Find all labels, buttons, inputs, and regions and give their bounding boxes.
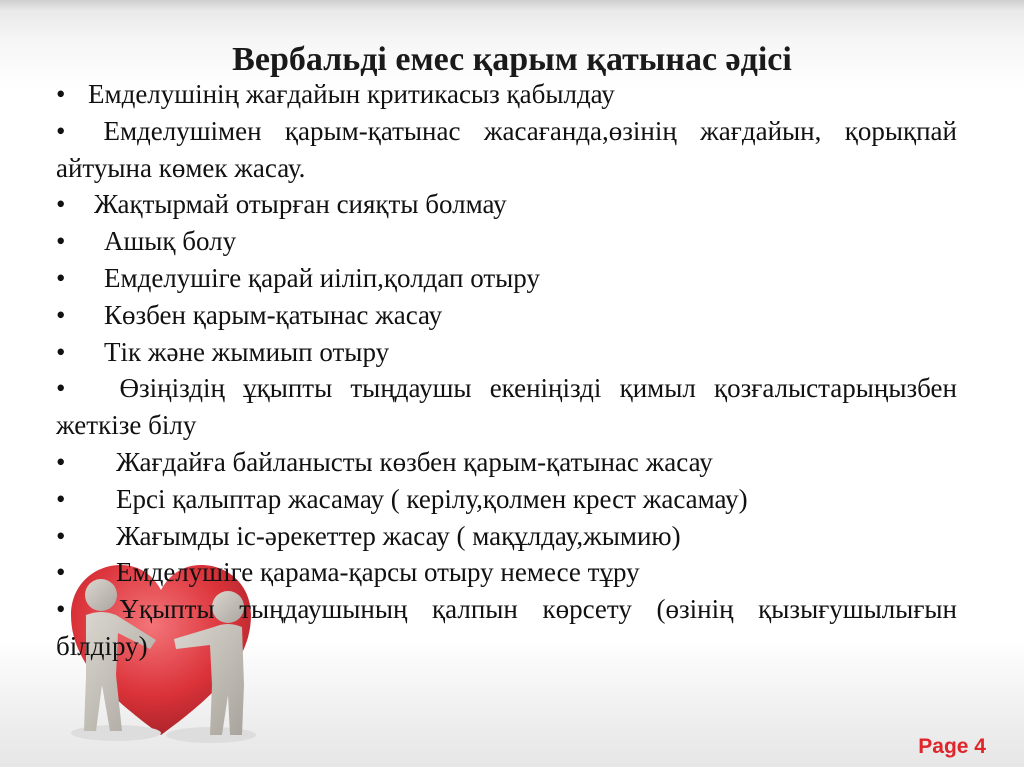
list-item-text: Жақтырмай отырған сияқты болмау (94, 189, 507, 220)
bullet-marker: • (56, 520, 66, 551)
list-item (56, 186, 957, 223)
list-item (56, 223, 957, 260)
list-item (56, 481, 957, 518)
list-item (56, 76, 957, 113)
list-item (56, 113, 957, 187)
bullet-marker: • (56, 446, 66, 477)
bullet-marker: • (56, 557, 66, 588)
bullet-marker: • (56, 79, 66, 109)
bullet-marker: • (56, 115, 66, 146)
list-item-text: Жағымды іс-әрекеттер жасау ( мақұлдау,жымию) (116, 520, 681, 551)
list-item (56, 518, 957, 555)
bullet-marker: • (56, 226, 66, 257)
page-number: Page 4 (918, 735, 986, 758)
bullet-marker: • (56, 373, 66, 404)
list-item (56, 334, 957, 371)
list-item-text: Емделушіге қарай иіліп,қолдап отыру (104, 262, 540, 293)
top-band (0, 0, 1024, 12)
list-item-text: Емделушіге қарама-қарсы отыру немесе тұру (116, 557, 640, 588)
bullet-marker: • (56, 189, 66, 220)
list-item (56, 260, 957, 297)
list-item (56, 297, 957, 334)
bullet-marker: • (56, 483, 66, 514)
list-item (56, 370, 957, 444)
list-item-text: Көзбен қарым-қатынас жасау (104, 299, 443, 330)
list-item (56, 444, 957, 481)
list-item-text: Тік және жымиып отыру (104, 336, 390, 367)
list-item (56, 591, 957, 665)
bullet-marker: • (56, 336, 66, 367)
list-item-text: Жағдайға байланысты көзбен қарым-қатынас жасау (116, 446, 713, 477)
list-item-text: Ұқыпты тыңдаушының қалпын көрсету (өзінің қызығушылығын білдіру) (56, 594, 957, 661)
list-item-text: Емделушінің жағдайын критикасыз қабылдау (88, 79, 615, 109)
list-item-text: Емделушімен қарым-қатынас жасағанда,өзінің жағдайын, қорықпай айтуына көмек жасау. (56, 115, 957, 183)
slide-title: Вербальді емес қарым қатынас әдісі (232, 41, 792, 78)
list-item-text: Ерсі қалыптар жасамау ( керілу,қолмен крест жасамау) (116, 483, 748, 514)
list-item (56, 554, 957, 591)
bullet-marker: • (56, 299, 66, 330)
list-item-text: Ашық болу (104, 226, 237, 257)
bullet-list (56, 76, 957, 665)
bullet-marker: • (56, 262, 66, 293)
list-item-text: Өзіңіздің ұқыпты тыңдаушы екеніңізді қимыл қозғалыстарыңызбен жеткізе білу (56, 373, 957, 441)
bullet-marker: • (56, 594, 66, 625)
